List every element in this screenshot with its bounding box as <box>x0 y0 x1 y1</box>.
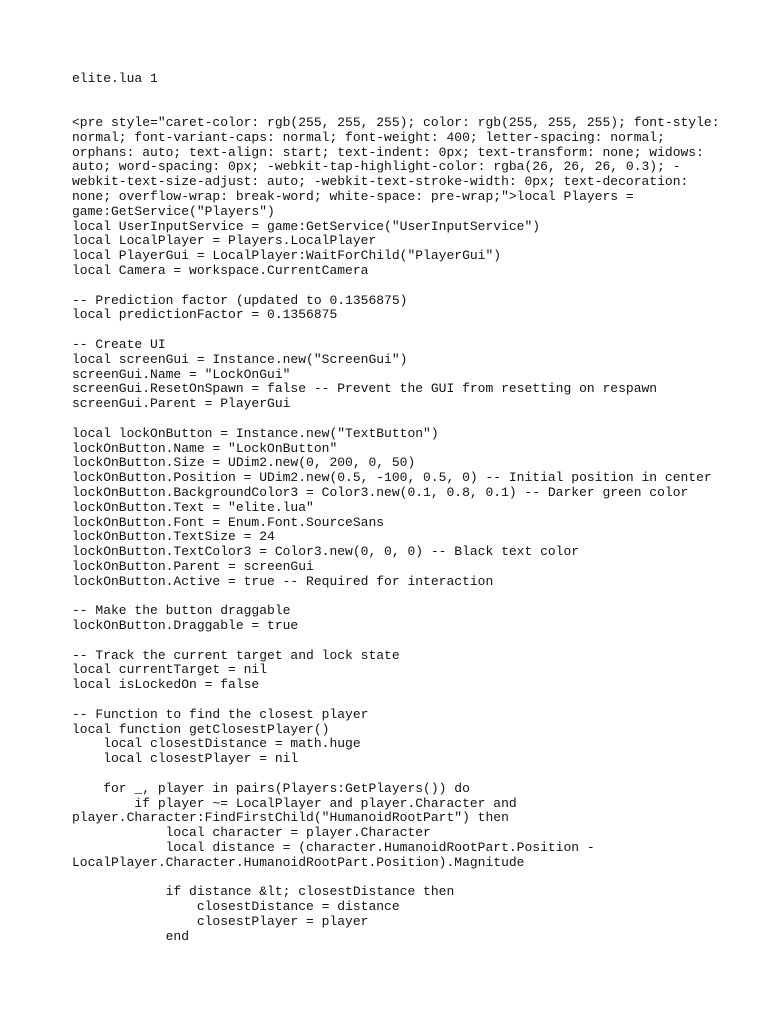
code-line: closestDistance = distance <box>72 899 400 915</box>
code-line: local currentTarget = nil <box>72 662 268 678</box>
code-line: local Camera = workspace.CurrentCamera <box>72 262 369 278</box>
code-line: local distance = (character.HumanoidRootPart.Position - <box>72 840 595 856</box>
code-line: closestPlayer = player <box>72 914 369 930</box>
code-line: local character = player.Character <box>72 825 431 841</box>
code-line: orphans: auto; text-align: start; text-indent: 0px; text-transform: none; widows: <box>72 144 704 160</box>
code-line: local predictionFactor = 0.1356875 <box>72 307 338 323</box>
code-line: local LocalPlayer = Players.LocalPlayer <box>72 233 377 249</box>
code-line: auto; word-spacing: 0px; -webkit-tap-highlight-color: rgba(26, 26, 26, 0.3); - <box>72 159 681 175</box>
code-line: lockOnButton.Font = Enum.Font.SourceSans <box>72 514 385 530</box>
code-line <box>72 693 720 708</box>
code-line: lockOnButton.Active = true -- Required for interaction <box>72 573 494 589</box>
code-line <box>72 767 720 782</box>
code-line: if distance &lt; closestDistance then <box>72 884 455 900</box>
code-line: -- Function to find the closest player <box>72 706 369 722</box>
code-line: local screenGui = Instance.new("ScreenGui") <box>72 351 408 367</box>
code-line: local function getClosestPlayer() <box>72 721 330 737</box>
code-line: lockOnButton.Position = UDim2.new(0.5, -100, 0.5, 0) -- Initial position in center <box>72 470 712 486</box>
code-line: -- Make the button draggable <box>72 603 291 619</box>
code-line: local closestDistance = math.huge <box>72 736 361 752</box>
code-line: -- Track the current target and lock state <box>72 647 400 663</box>
code-line: screenGui.ResetOnSpawn = false -- Prevent the GUI from resetting on respawn <box>72 381 658 397</box>
code-line: local isLockedOn = false <box>72 677 260 693</box>
code-line: game:GetService("Players") <box>72 203 275 219</box>
code-line <box>72 279 720 294</box>
code-line: -- Prediction factor (updated to 0.1356875) <box>72 292 408 308</box>
code-line: local UserInputService = game:GetService("UserInputService") <box>72 218 541 234</box>
code-line <box>72 871 720 886</box>
code-line: lockOnButton.Draggable = true <box>72 618 299 634</box>
code-line: local PlayerGui = LocalPlayer:WaitForChild("PlayerGui") <box>72 248 502 264</box>
code-line: lockOnButton.Text = "elite.lua" <box>72 499 314 515</box>
code-block <box>72 116 720 945</box>
code-line: player.Character:FindFirstChild("HumanoidRootPart") then <box>72 810 509 826</box>
code-line: -- Create UI <box>72 336 166 352</box>
code-line: local lockOnButton = Instance.new("TextButton") <box>72 425 439 441</box>
code-line <box>72 412 720 427</box>
code-line <box>72 634 720 649</box>
code-line: <pre style="caret-color: rgb(255, 255, 255); color: rgb(255, 255, 255); font-style: <box>72 115 720 130</box>
code-line: for _, player in pairs(Players:GetPlayers()) do <box>72 780 470 796</box>
code-line: lockOnButton.Size = UDim2.new(0, 200, 0, 50) <box>72 455 416 471</box>
code-line: if player ~= LocalPlayer and player.Character and <box>72 795 517 811</box>
code-line: webkit-text-size-adjust: auto; -webkit-text-stroke-width: 0px; text-decoration: <box>72 174 689 190</box>
code-line: none; overflow-wrap: break-word; white-space: pre-wrap;">local Players = <box>72 188 634 204</box>
code-line: local closestPlayer = nil <box>72 751 299 767</box>
code-line <box>72 590 720 605</box>
code-line: normal; font-variant-caps: normal; font-weight: 400; letter-spacing: normal; <box>72 129 665 145</box>
code-line: end <box>72 928 190 944</box>
code-line: screenGui.Name = "LockOnGui" <box>72 366 291 382</box>
code-line: lockOnButton.BackgroundColor3 = Color3.new(0.1, 0.8, 0.1) -- Darker green color <box>72 484 689 500</box>
code-line: LocalPlayer.Character.HumanoidRootPart.Position).Magnitude <box>72 854 525 870</box>
code-line: lockOnButton.Name = "LockOnButton" <box>72 440 338 456</box>
document-title: elite.lua 1 <box>72 71 158 86</box>
code-line: lockOnButton.Parent = screenGui <box>72 558 314 574</box>
code-line: lockOnButton.TextColor3 = Color3.new(0, 0, 0) -- Black text color <box>72 544 580 560</box>
code-line: screenGui.Parent = PlayerGui <box>72 396 291 412</box>
code-line <box>72 323 720 338</box>
code-line: lockOnButton.TextSize = 24 <box>72 529 275 545</box>
